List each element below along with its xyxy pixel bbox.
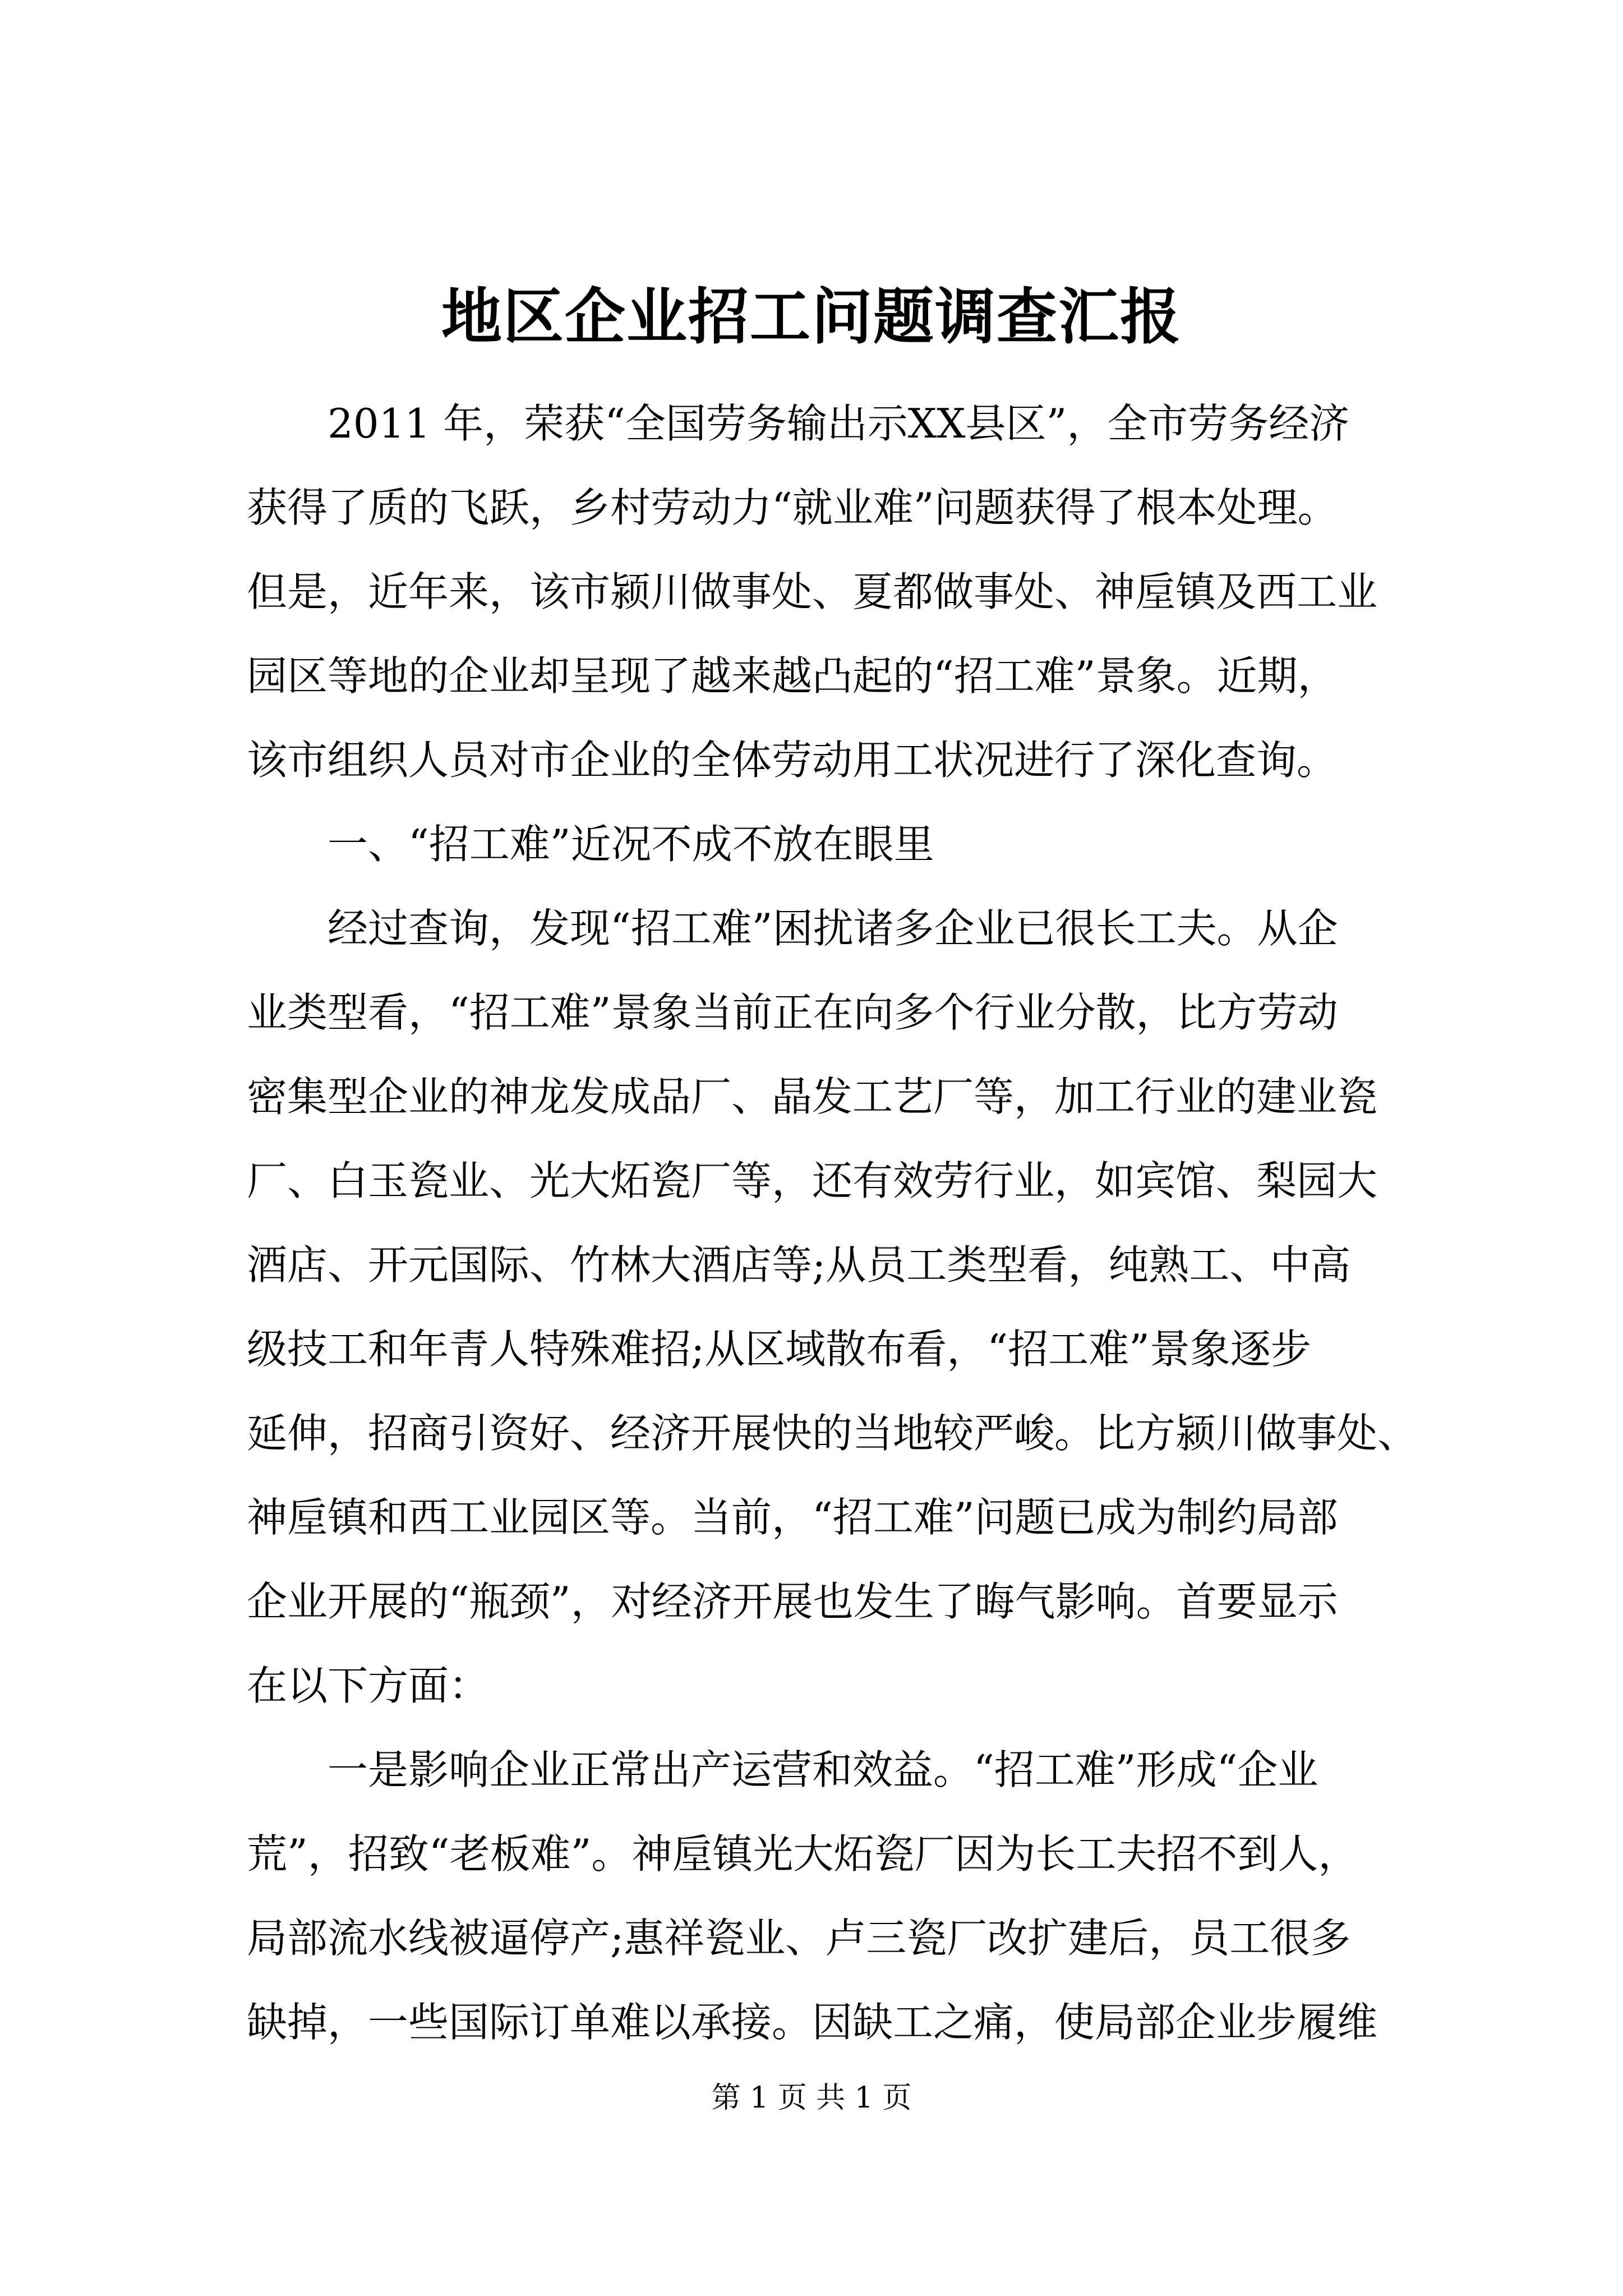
body-line: 2011 年，荣获“全国劳务输出示XX县区”，全市劳务经济 (247, 400, 1350, 447)
body-line: 级技工和年青人特殊难招;从区域散布看，“招工难”景象逐步 (247, 1326, 1311, 1373)
page-footer: 第 1 页 共 1 页 (711, 2081, 912, 2115)
body-line: 但是，近年来，该市颍川做事处、夏都做事处、神垕镇及西工业 (247, 568, 1378, 615)
body-line: 经过查询，发现“招工难”困扰诸多企业已很长工夫。从企 (247, 905, 1338, 952)
body-line: 荒”，招致“老板难”。神垕镇光大炻瓷厂因为长工夫招不到人， (247, 1830, 1359, 1878)
body-line: 酒店、开元国际、竹林大酒店等;从员工类型看，纯熟工、中高 (247, 1241, 1351, 1289)
document-title: 地区企业招工问题调查汇报 (441, 282, 1182, 352)
body-line: 业类型看，“招工难”景象当前正在向多个行业分散，比方劳动 (247, 989, 1338, 1036)
body-line: 缺掉，一些国际订单难以承接。因缺工之痛，使局部企业步履维 (247, 1999, 1378, 2046)
document-body (247, 381, 1418, 2064)
body-line: 该市组织人员对市企业的全体劳动用工状况进行了深化查询。 (247, 737, 1338, 784)
body-line: 厂、白玉瓷业、光大炻瓷厂等，还有效劳行业，如宾馆、梨园大 (247, 1157, 1378, 1204)
body-line: 延伸，招商引资好、经济开展快的当地较严峻。比方颍川做事处、 (247, 1410, 1418, 1457)
body-line: 企业开展的“瓶颈”，对经济开展也发生了晦气影响。首要显示 (247, 1578, 1338, 1625)
body-line: 神垕镇和西工业园区等。当前，“招工难”问题已成为制约局部 (247, 1494, 1338, 1541)
body-line: 在以下方面： (247, 1662, 490, 1709)
body-line: 园区等地的企业却呈现了越来越凸起的“招工难”景象。近期， (247, 652, 1338, 700)
body-line: 一是影响企业正常出产运营和效益。“招工难”形成“企业 (247, 1746, 1318, 1793)
section-heading: 一、“招工难”近况不成不放在眼里 (247, 821, 934, 868)
body-line: 获得了质的飞跃，乡村劳动力“就业难”问题获得了根本处理。 (247, 484, 1338, 531)
body-line: 局部流水线被逼停产;惠祥瓷业、卢三瓷厂改扩建后，员工很多 (247, 1915, 1351, 1962)
body-line: 密集型企业的神龙发成品厂、晶发工艺厂等，加工行业的建业瓷 (247, 1073, 1378, 1120)
